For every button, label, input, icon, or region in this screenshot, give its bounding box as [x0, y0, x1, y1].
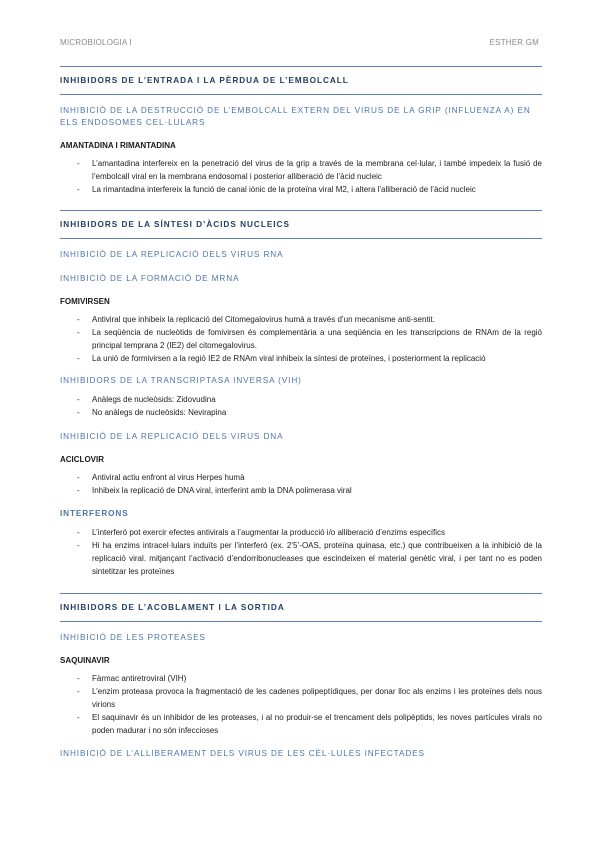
- list-item: - Anàlegs de nucleòsids: Zidovudina: [60, 393, 542, 406]
- section-divider: [60, 94, 542, 95]
- section-heading-sintesi: INHIBIDORS DE LA SÍNTESI D’ÀCIDS NUCLEICS: [60, 220, 290, 229]
- drug-heading-fomivirsen: FOMIVIRSEN: [60, 297, 110, 306]
- list-item: - El saquinavir és un inhibidor de les proteases, i al no produir-se el trencament dels polipèptids, les noves partícules virals no poden madurar i no són infeccioses: [60, 711, 542, 737]
- subheading-rna: INHIBICIÓ DE LA REPLICACIÓ DELS VIRUS RNA: [60, 250, 284, 259]
- document-body: [60, 66, 542, 760]
- subheading-mrna: INHIBICIÓ DE LA FORMACIÓ DE MRNA: [60, 274, 240, 283]
- subheading-vih: INHIBIDORS DE LA TRANSCRIPTASA INVERSA (VIH): [60, 376, 302, 385]
- subheading-dna: INHIBICIÓ DE LA REPLICACIÓ DELS VIRUS DNA: [60, 432, 284, 441]
- drug-heading-amantadina: AMANTADINA I RIMANTADINA: [60, 141, 176, 150]
- bullet-list: [60, 393, 542, 419]
- list-item: - Antiviral actiu enfront al virus Herpes humà: [60, 471, 542, 484]
- list-item: - L’amantadina interfereix en la penetració del virus de la grip a través de la membrana cel·lular, i també impedeix la fusió de l’embolcall viral en la membrana endosomal i posterior alliberació de l’àcid nucleic: [60, 157, 542, 183]
- bullet-list: [60, 471, 542, 497]
- subheading-proteases: INHIBICIÓ DE LES PROTEASES: [60, 633, 206, 642]
- header-author: ESTHER GM: [489, 38, 539, 47]
- list-item: - Inhibeix la replicació de DNA viral, interferint amb la DNA polimerasa viral: [60, 484, 542, 497]
- subheading-interferons: INTERFERONS: [60, 509, 129, 518]
- drug-heading-saquinavir: SAQUINAVIR: [60, 656, 110, 665]
- list-item: - Hi ha enzims intracel·lulars induïts per l’interferó (ex. 2’5’-OAS, proteïna quinasa, etc.) que contribueixen a la inhibició de la replicació viral. mitjançant l’activació d’endorribonucleases que escindeixen el material genètic viral, i per tant no es poden sintetitzar les proteïnes: [60, 539, 542, 578]
- list-item: - Antiviral que inhibeix la replicació del Citomegalovirus humà a través d’un mecanisme anti-sentit.: [60, 313, 542, 326]
- section-divider: [60, 621, 542, 622]
- bullet-list: [60, 526, 542, 578]
- bullet-list: [60, 313, 542, 365]
- page-header: [60, 38, 539, 47]
- list-item: - L’enzim proteasa provoca la fragmentació de les cadenes polipeptídiques, per donar lloc als enzims i les proteïnes dels nous virions: [60, 685, 542, 711]
- section-divider: [60, 238, 542, 239]
- header-course: MICROBIOLOGIA I: [60, 38, 132, 47]
- drug-heading-aciclovir: ACICLOVIR: [60, 455, 104, 464]
- section-heading-acoblament: INHIBIDORS DE L’ACOBLAMENT I LA SORTIDA: [60, 603, 285, 612]
- subheading-grip: INHIBICIÓ DE LA DESTRUCCIÓ DE L’EMBOLCALL EXTERN DEL VIRUS DE LA GRIP (INFLUENZA A) EN ELS ENDOSOMES CEL·LULARS: [60, 106, 531, 127]
- list-item: - No anàlegs de nucleòsids: Nevirapina: [60, 406, 542, 419]
- list-item: - La unió de formivirsen a la regió IE2 de RNAm viral inhibeix la síntesi de proteïnes, i posteriorment la replicació: [60, 352, 542, 365]
- bullet-list: [60, 157, 542, 196]
- list-item: - La rimantadina interfereix la funció de canal iònic de la proteïna viral M2, i altera l’alliberació de l’àcid nucleic: [60, 183, 542, 196]
- list-item: - La seqüència de nucleòtids de fomivirsen és complementària a una seqüència en les transcripcions de RNAm de la regió principal temprana 2 (IE2) del citomegalovirus.: [60, 326, 542, 352]
- section-heading-entrada: INHIBIDORS DE L’ENTRADA I LA PÈRDUA DE L’EMBOLCALL: [60, 76, 349, 85]
- list-item: - L’interferó pot exercir efectes antivirals a l’augmentar la producció i/o alliberació d’enzims específics: [60, 526, 542, 539]
- bullet-list: [60, 672, 542, 737]
- list-item: - Fàrmac antiretroviral (VIH): [60, 672, 542, 685]
- subheading-alliberament: INHIBICIÓ DE L’ALLIBERAMENT DELS VIRUS DE LES CÈL·LULES INFECTADES: [60, 749, 425, 758]
